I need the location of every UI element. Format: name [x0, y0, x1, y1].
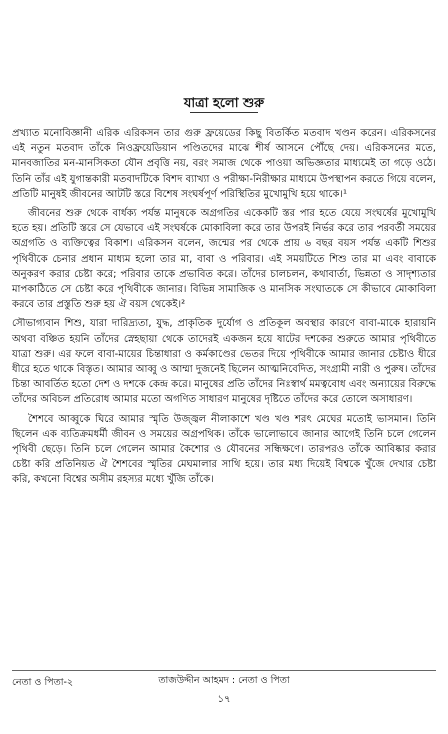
paragraph: শৈশবে আব্বুকে ঘিরে আমার স্মৃতি উজ্জ্বল নীলাকাশে খণ্ড খণ্ড শরৎ মেঘের মতোই ভাসমান। তিনি ছিলেন এক ব্যতিক্রমধর্মী জীবন ও সময়ের অগ্রপথিক। তাঁকে ভালোভাবে জানার আগেই তিনি চলে গেলেন পৃথিবী ছেড়ে। তিনি চলে গেলেন আমার কৈশোর ও যৌবনের সন্ধিক্ষণে। তারপরও তাঁকে আবিষ্কার করার চেষ্টা করি প্রতিনিয়ত ঐ শৈশবের স্মৃতির মেঘমালার সাথি হয়ে। তার মধ্য দিয়েই বিশ্বকে খুঁজে দেখার চেষ্টা করি, কখনো বিশ্বের অসীম রহস্যর মধ্যে খুঁজি তাঁকে। [12, 413, 436, 486]
chapter-title: যাত্রা হলো শুরু [183, 96, 265, 111]
paragraph: প্রখ্যাত মনোবিজ্ঞানী এরিক এরিকসন তার গুরু ফ্রয়েডের কিছু বিতর্কিত মতবাদ খণ্ডন করেন। এরিকসনের এই নতুন মতবাদ তাঁকে নিওফ্রয়েডিয়ান পণ্ডিতদের মাঝে শীর্ষ আসনে পৌঁছে দেয়। এরিকসনের মতে, মানবজাতির মন-মানসিকতা যৌন প্রবৃত্তি নয়, বরং সমাজ থেকে পাওয়া অভিজ্ঞতার মাধ্যমেই তা গড়ে ওঠে। তিনি তাঁর এই যুগান্তকারী মতবাদটিকে বিশদ ব্যাখ্যা ও পরীক্ষা-নিরীক্ষার মাধ্যমে উপস্থাপন করতে গিয়ে বলেন, প্রতিটি মানুষই জীবনের আটটি স্তরে বিশেষ সংঘর্ষপূর্ণ পরিস্থিতির মুখোমুখি হয়ে থাকে।¹ [12, 128, 436, 200]
paragraph: সৌভাগ্যবান শিশু, যারা দারিদ্র্যতা, যুদ্ধ, প্রাকৃতিক দুর্যোগ ও প্রতিকূল অবস্থার কারণে বাবা-মাকে হারায়নি অথবা বঞ্চিত হয়নি তাঁদের স্নেহছায়া থেকে তাদেরই একজন হয়ে ষাটের দশকের শুরুতে আমার পৃথিবীতে যাত্রা শুরু। এর ফলে বাবা-মায়ের চিন্তাধারা ও কর্মকাণ্ডের ভেতর দিয়ে পৃথিবীকে আমার জানার চেষ্টাও ধীরে ধীরে হতে থাকে বিস্তৃত। আমার আব্বু ও আম্মা দুজনেই ছিলেন আত্মনিবেদিত, সংগ্রামী নারী ও পুরুষ। তাঁদের চিন্তা আবর্তিত হতো দেশ ও দশকে কেন্দ্র করে। মানুষের প্রতি তাঁদের নিঃস্বার্থ মমত্ববোধ এবং অন্যায়ের বিরুদ্ধে তাঁদের অবিচল প্রতিরোধ আমার মতো অগণিত সাধারণ মানুষের দৃষ্টিতে তাঁদের করে তোলে অসাধারণ। [12, 318, 436, 406]
page-number: ১৭ [217, 694, 231, 705]
running-footer: তাজউদ্দীন আহমদ : নেতা ও পিতা [158, 675, 290, 686]
title-underline [190, 112, 258, 113]
footer-divider [12, 670, 436, 671]
body-text [12, 126, 436, 492]
paragraph: জীবনের শুরু থেকে বার্ধক্য পর্যন্ত মানুষকে অগ্রগতির একেকটি স্তর পার হতে যেয়ে সংঘর্ষের মুখোমুখি হতে হয়। প্রতিটি স্তরে সে যেভাবে এই সংঘর্ষকে মোকাবিলা করে তার উপরই নির্ভর করে তার পরবর্তী সময়ের অগ্রগতি ও ব্যক্তিত্বের বিকাশ। এরিকসন বলেন, জন্মের পর থেকে প্রায় ৬ বছর বয়স পর্যন্ত একটি শিশুর পৃথিবীকে চেনার প্রধান মাধ্যম হলো তার মা, বাবা ও পরিবার। এই সময়টিতে শিশু তার মা এবং বাবাকে অনুকরণ করার চেষ্টা করে; পরিবার তাকে প্রভাবিত করে। তাঁদের চালচলন, কথাবার্তা, ভিন্নতা ও সাদৃশ্যতার মাপকাঠিতে সে চেষ্টা করে পৃথিবীকে জানার। বিভিন্ন সামাজিক ও মানসিক সংঘাতকে সে কীভাবে মোকাবিলা করবে তার প্রস্তুতি শুরু হয় ঐ বয়স থেকেই।² [12, 208, 436, 311]
footer-signature-mark: নেতা ও পিতা-২ [12, 677, 74, 688]
